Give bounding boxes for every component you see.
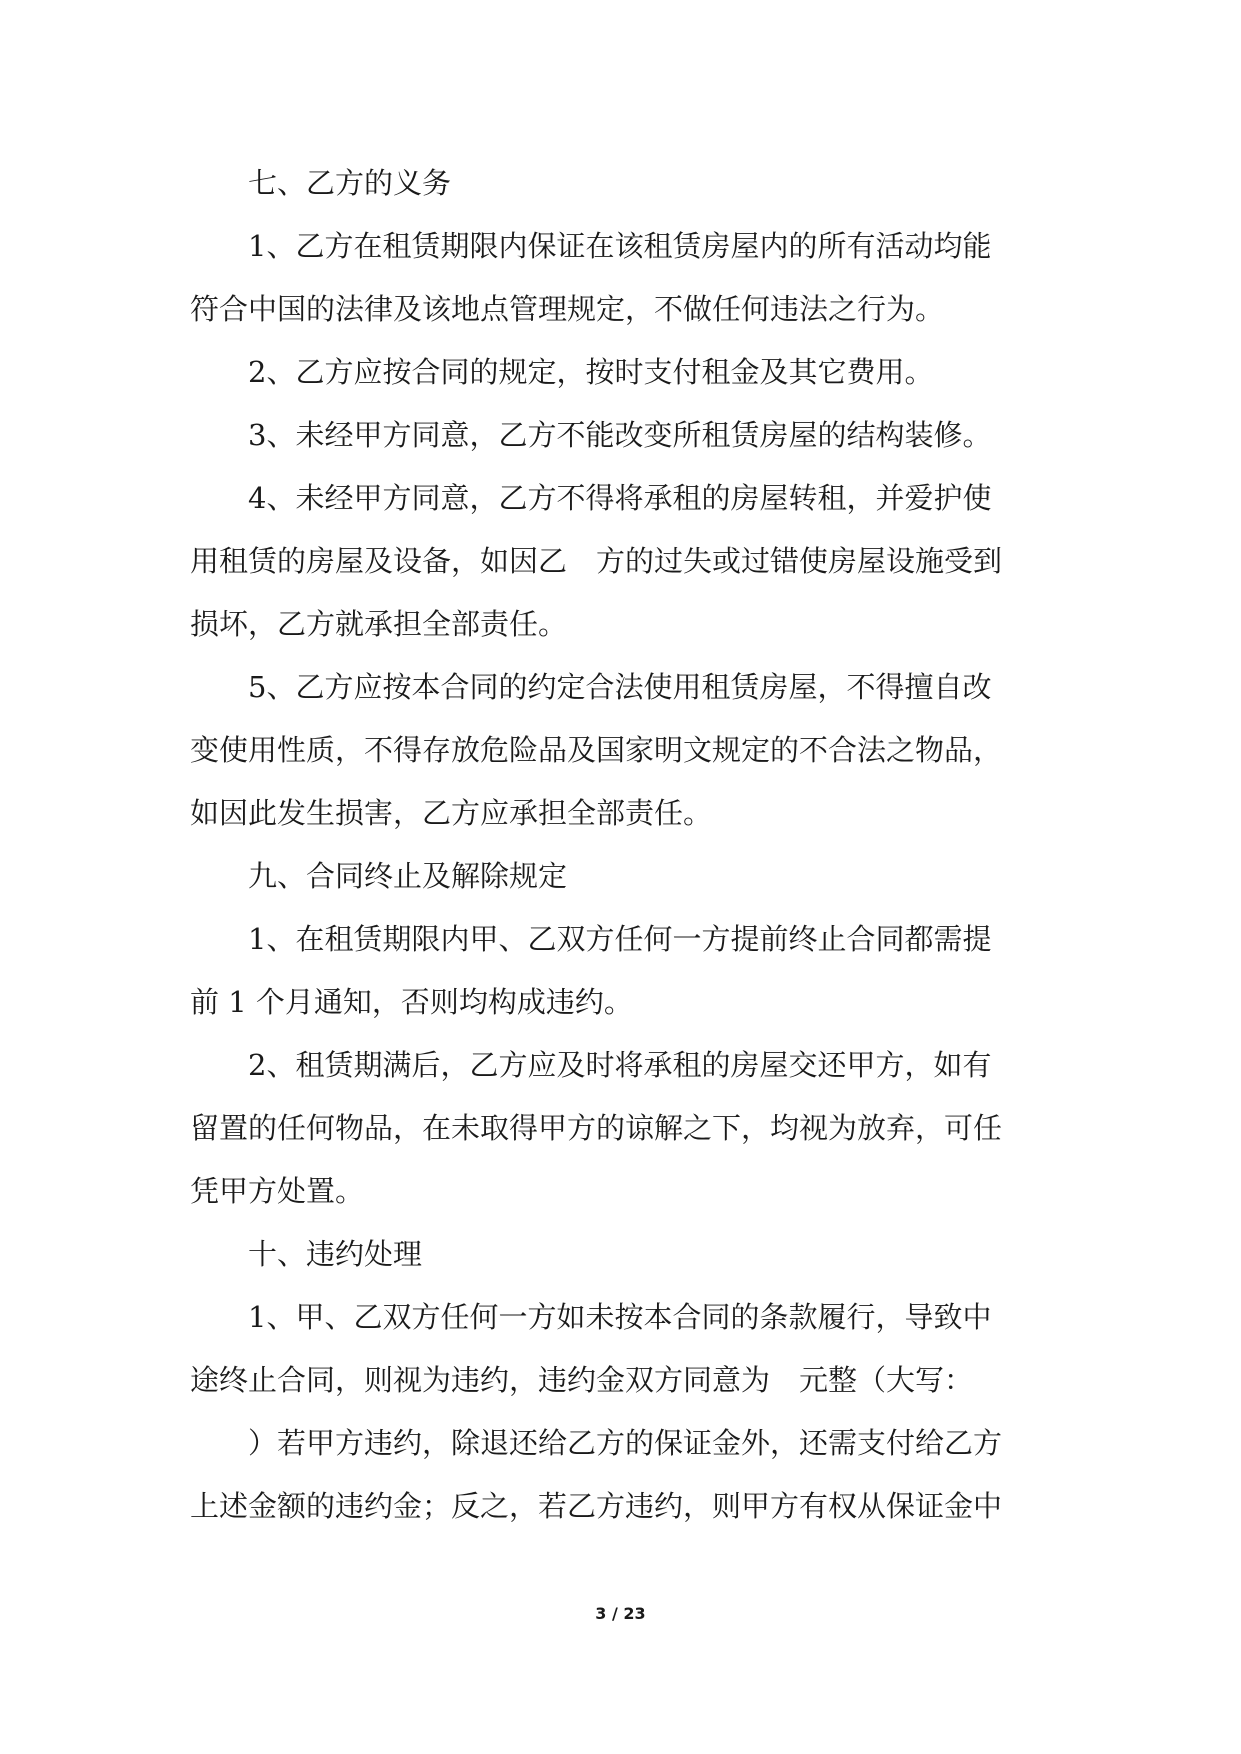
- paragraph-line: 凭甲方处置。: [190, 1174, 365, 1208]
- paragraph-line: 1、甲、乙双方任何一方如未按本合同的条款履行，导致中: [248, 1300, 992, 1334]
- document-body: [190, 152, 1052, 1538]
- paragraph-line: 损坏，乙方就承担全部责任。: [190, 607, 568, 641]
- section-heading: 九、合同终止及解除规定: [248, 859, 568, 893]
- paragraph-line: 前 1 个月通知，否则均构成违约。: [190, 985, 633, 1019]
- paragraph-line: 变使用性质，不得存放危险品及国家明文规定的不合法之物品，: [190, 733, 1003, 767]
- paragraph-line: ）若甲方违约，除退还给乙方的保证金外，还需支付给乙方: [248, 1426, 1003, 1460]
- paragraph-line: 如因此发生损害，乙方应承担全部责任。: [190, 796, 713, 830]
- paragraph-line: 留置的任何物品，在未取得甲方的谅解之下，均视为放弃，可任: [190, 1111, 1003, 1145]
- section-heading: 七、乙方的义务: [248, 166, 452, 200]
- paragraph-line: 5、乙方应按本合同的约定合法使用租赁房屋，不得擅自改: [248, 670, 992, 704]
- page-number: 3 / 23: [595, 1604, 646, 1623]
- paragraph-line: 途终止合同，则视为违约，违约金双方同意为 元整（大写：: [190, 1363, 974, 1397]
- paragraph-line: 3、未经甲方同意，乙方不能改变所租赁房屋的结构装修。: [248, 418, 992, 452]
- paragraph-line: 符合中国的法律及该地点管理规定，不做任何违法之行为。: [190, 292, 945, 326]
- paragraph-line: 2、租赁期满后，乙方应及时将承租的房屋交还甲方，如有: [248, 1048, 992, 1082]
- paragraph-line: 1、在租赁期限内甲、乙双方任何一方提前终止合同都需提: [248, 922, 992, 956]
- paragraph-line: 上述金额的违约金；反之，若乙方违约，则甲方有权从保证金中: [190, 1489, 1003, 1523]
- section-heading: 十、违约处理: [248, 1237, 423, 1271]
- paragraph-line: 4、未经甲方同意，乙方不得将承租的房屋转租，并爱护使: [248, 481, 992, 515]
- paragraph-line: 2、乙方应按合同的规定，按时支付租金及其它费用。: [248, 355, 934, 389]
- paragraph-line: 1、乙方在租赁期限内保证在该租赁房屋内的所有活动均能: [248, 229, 992, 263]
- paragraph-line: 用租赁的房屋及设备，如因乙 方的过失或过错使房屋设施受到: [190, 544, 1003, 578]
